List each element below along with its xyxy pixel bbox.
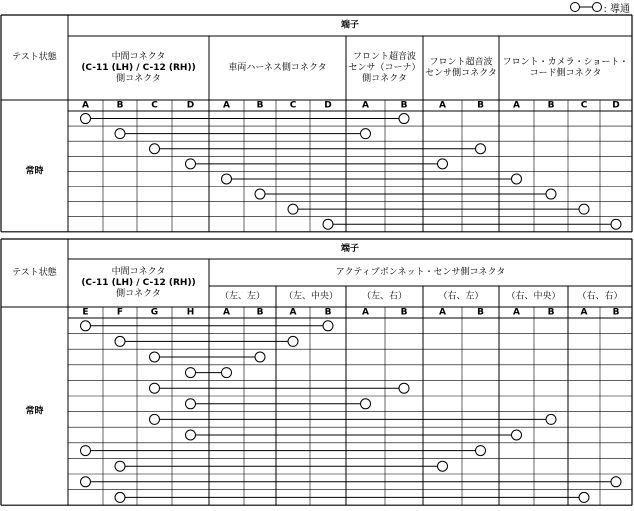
conduction-point bbox=[361, 399, 371, 409]
pin-label: E bbox=[82, 307, 89, 318]
group-header-line: フロント超音波 bbox=[429, 57, 493, 68]
conduction-point bbox=[399, 383, 409, 393]
sensor-subgroup-header: （左、右） bbox=[361, 291, 408, 302]
conduction-point bbox=[81, 114, 91, 124]
group-header-line: (C-11 (LH) / C-12 (RH)) bbox=[81, 278, 196, 288]
pin-label: B bbox=[477, 100, 484, 111]
pin-label: A bbox=[580, 307, 588, 318]
conduction-point bbox=[399, 114, 409, 124]
group-header-line: 車両ハーネス側コネクタ bbox=[228, 63, 327, 73]
conduction-point bbox=[115, 336, 125, 346]
pin-label: H bbox=[186, 307, 195, 318]
conduction-point bbox=[186, 430, 196, 440]
pin-label: A bbox=[439, 100, 446, 111]
conduction-point bbox=[579, 204, 589, 214]
pin-label: B bbox=[400, 100, 408, 111]
pin-label: B bbox=[400, 307, 408, 318]
group-header-line: センサ（コーナ） bbox=[348, 63, 421, 73]
pin-label: B bbox=[256, 100, 264, 111]
pin-label: C bbox=[289, 100, 297, 111]
test-state-label: テスト状態 bbox=[12, 52, 57, 63]
group-header-line: フロント超音波 bbox=[352, 52, 417, 62]
conduction-point bbox=[512, 174, 522, 184]
conduction-point bbox=[222, 174, 232, 184]
conduction-point bbox=[323, 219, 333, 229]
conduction-point bbox=[546, 414, 556, 424]
conduction-point bbox=[438, 461, 448, 471]
sensor-subgroup-header: （左、中央） bbox=[283, 291, 339, 302]
row-label-always: 常時 bbox=[25, 406, 44, 417]
conduction-point bbox=[476, 144, 486, 154]
pin-label: B bbox=[116, 100, 124, 111]
group-header-line: (C-11 (LH) / C-12 (RH)) bbox=[81, 63, 196, 73]
conduction-point bbox=[150, 352, 160, 362]
pin-label: G bbox=[150, 307, 159, 318]
pin-label: B bbox=[547, 307, 555, 318]
conduction-point bbox=[81, 446, 91, 456]
group-header-line: 側コネクタ bbox=[116, 289, 161, 299]
pin-label: A bbox=[439, 307, 446, 318]
terminal-header: 端子 bbox=[340, 20, 360, 31]
pin-label: A bbox=[82, 100, 89, 111]
conduction-point bbox=[579, 492, 589, 502]
group-header-line: フロント・カメラ・ショート・ bbox=[502, 57, 629, 68]
conduction-symbol-icon bbox=[569, 1, 603, 13]
sensor-subgroup-header: （左、左） bbox=[219, 291, 266, 302]
conduction-point bbox=[81, 321, 91, 331]
conduction-point bbox=[222, 368, 232, 378]
continuity-table-2 bbox=[0, 238, 634, 510]
conduction-point bbox=[115, 492, 125, 502]
pin-label: B bbox=[324, 307, 332, 318]
conduction-point bbox=[150, 414, 160, 424]
conduction-point bbox=[186, 368, 196, 378]
pin-label: C bbox=[151, 100, 158, 111]
conduction-legend bbox=[569, 0, 630, 14]
pin-label: B bbox=[477, 307, 484, 318]
pin-label: D bbox=[324, 100, 332, 111]
conduction-point bbox=[323, 321, 333, 331]
conduction-point bbox=[150, 144, 160, 154]
pin-label: B bbox=[547, 100, 555, 111]
group-header-line: 中間コネクタ bbox=[111, 52, 166, 62]
conduction-point bbox=[186, 159, 196, 169]
test-state-label: テスト状態 bbox=[12, 268, 57, 278]
conduction-point bbox=[255, 189, 265, 199]
group-header-line: 側コネクタ bbox=[362, 74, 407, 84]
legend-label: : 導通 bbox=[603, 3, 630, 15]
pin-label: A bbox=[289, 307, 297, 318]
conduction-point bbox=[361, 129, 371, 139]
terminal-header: 端子 bbox=[340, 244, 360, 254]
pin-label: D bbox=[612, 100, 620, 111]
sensor-subgroup-header: （右、左） bbox=[438, 291, 484, 302]
pin-label: D bbox=[186, 100, 195, 111]
group-header-line: センサ側コネクタ bbox=[425, 68, 497, 79]
pin-label: A bbox=[362, 307, 369, 318]
conduction-point bbox=[255, 352, 265, 362]
conduction-point bbox=[611, 477, 621, 487]
conduction-point bbox=[476, 446, 486, 456]
sensor-group-header: アクティブボンネット・センサ側コネクタ bbox=[335, 267, 506, 278]
conduction-point bbox=[115, 129, 125, 139]
conduction-point bbox=[115, 461, 125, 471]
pin-label: B bbox=[256, 307, 264, 318]
group-header-line: コード側コネクタ bbox=[529, 68, 602, 79]
sensor-subgroup-header: （右、中央） bbox=[506, 291, 561, 302]
pin-label: A bbox=[223, 100, 230, 111]
conduction-point bbox=[186, 399, 196, 409]
pin-label: A bbox=[513, 100, 520, 111]
pin-label: A bbox=[513, 307, 520, 318]
sensor-subgroup-header: （右、右） bbox=[577, 291, 623, 302]
conduction-point bbox=[150, 383, 160, 393]
group-header-line: 側コネクタ bbox=[116, 74, 161, 84]
conduction-point bbox=[546, 189, 556, 199]
pin-label: A bbox=[223, 307, 230, 318]
pin-label: C bbox=[580, 100, 588, 111]
pin-label: B bbox=[612, 307, 620, 318]
conduction-point bbox=[512, 430, 522, 440]
conduction-point bbox=[611, 219, 621, 229]
row-label-always: 常時 bbox=[25, 166, 44, 177]
conduction-point bbox=[288, 204, 298, 214]
continuity-table-1 bbox=[0, 14, 634, 236]
group-header-line: 中間コネクタ bbox=[111, 267, 166, 277]
conduction-point bbox=[438, 159, 448, 169]
pin-label: F bbox=[116, 307, 124, 318]
conduction-point bbox=[81, 477, 91, 487]
conduction-point bbox=[288, 336, 298, 346]
pin-label: A bbox=[362, 100, 369, 111]
